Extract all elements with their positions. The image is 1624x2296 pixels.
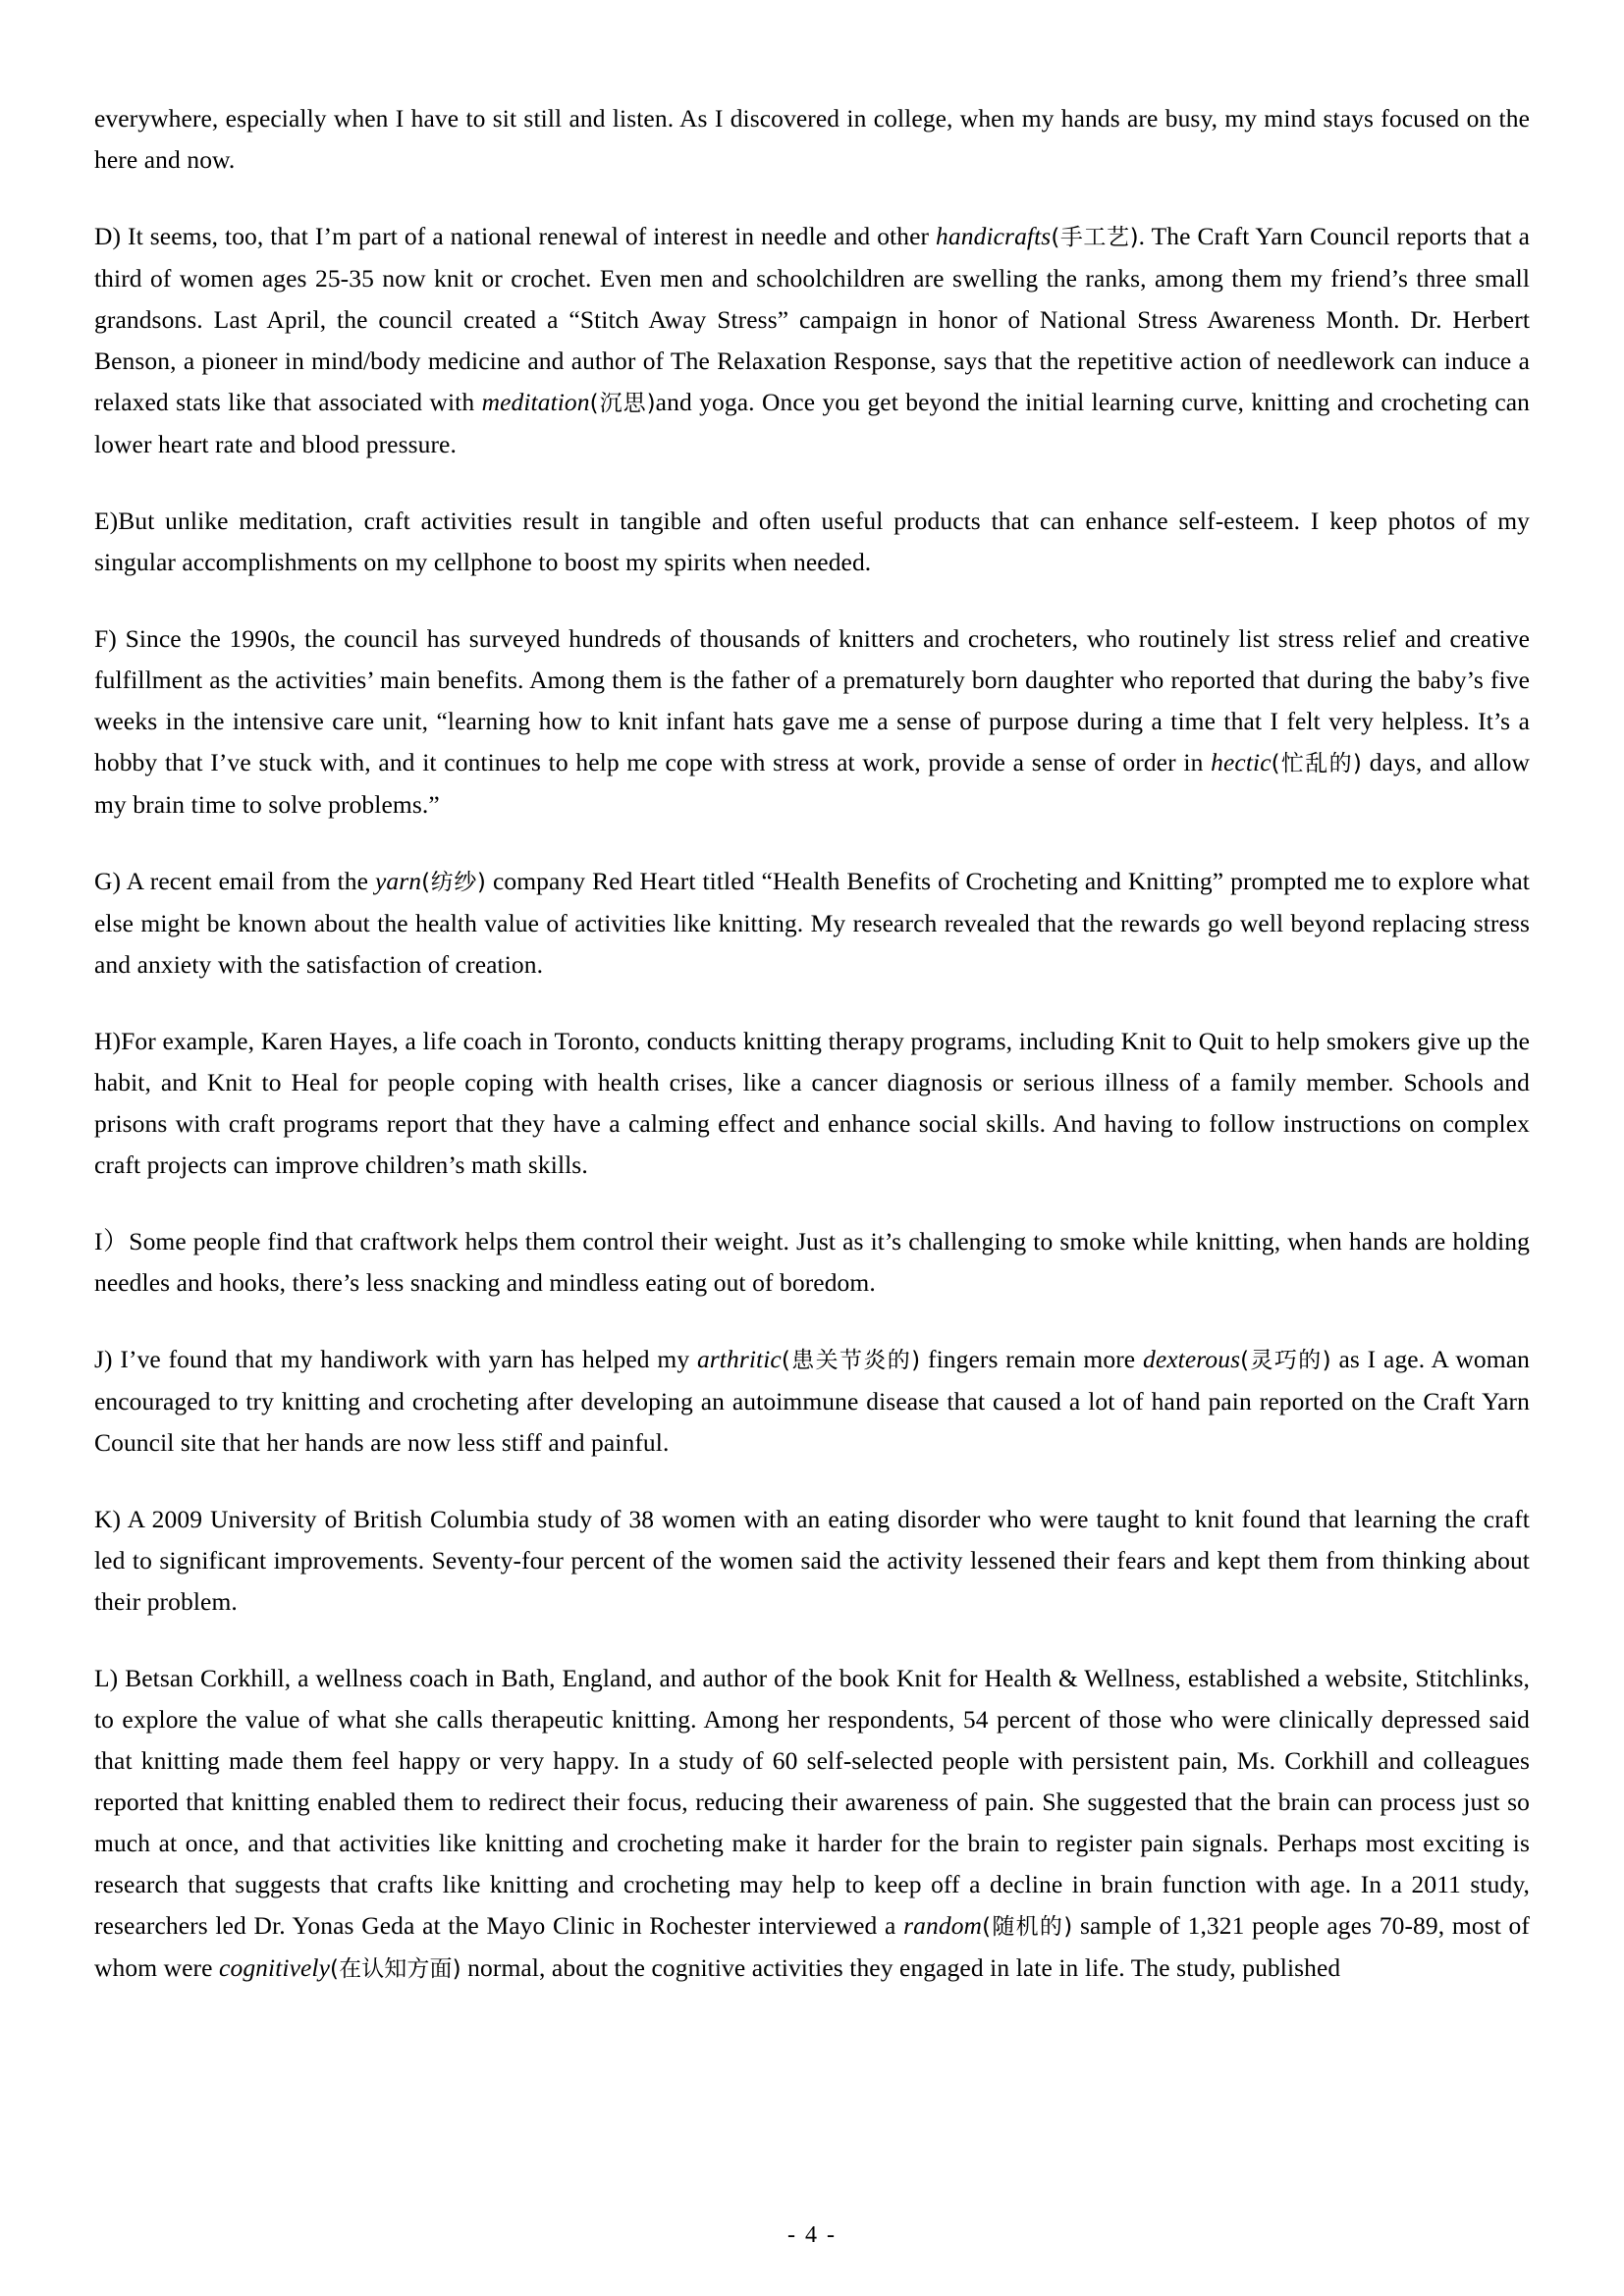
text-run: sample of 1,321 people ages 70-89, most of whom were [94, 1911, 1530, 1982]
text-run: G) A recent email from the [94, 867, 376, 895]
italic-term: dexterous [1143, 1345, 1241, 1373]
text-run: I）Some people find that craftwork helps them control their weight. Just as it’s challenging to smoke while knitting, when hands are holding needles and hooks, there’s less snacking and mindless eating out of boredom. [94, 1227, 1530, 1297]
page-number: - 4 - [787, 2222, 837, 2248]
text-run: L) Betsan Corkhill, a wellness coach in Bath, England, and author of the book Knit for Health & Wellness, established a website, Stitchlinks, to explore the value of what she calls therapeutic knitting. Among her respondents, 54 percent of those who were clinically depressed said that knitting made them feel happy or very happy. In a study of 60 self-selected people with persistent pain, Ms. Corkhill and colleagues reported that knitting enabled them to redirect their focus, reducing their awareness of pain. She suggested that the brain can process just so much at once, and that activities like knitting and crocheting make it harder for the brain to register pain signals. Perhaps most exciting is research that suggests that crafts like knitting and crocheting may help to keep off a decline in brain function with age. In a 2011 study, researchers led Dr. Yonas Geda at the Mayo Clinic in Rochester interviewed a [94, 1664, 1530, 1940]
text-run: fingers remain more [920, 1345, 1143, 1373]
text-run: normal, about the cognitive activities they engaged in late in life. The study, published [460, 1953, 1341, 1982]
text-run: . The Craft Yarn Council reports that a third of women ages 25-35 now knit or crochet. Even men and schoolchildren are swelling the ranks, among them my friend’s three small grandsons. Last April, the council created a “Stitch Away Stress” campaign in honor of National Stress Awareness Month. Dr. Herbert Benson, a pioneer in mind/body medicine and author of The Relaxation Response, says that the repetitive action of needlework can induce a relaxed stats like that associated with [94, 222, 1530, 416]
para-i [94, 1221, 1530, 1304]
text-run: everywhere, especially when I have to sit still and listen. As I discovered in college, when my hands are busy, my mind stays focused on the here and now. [94, 104, 1530, 174]
para-continued [94, 98, 1530, 181]
document-body [94, 98, 1530, 1990]
text-run: D) It seems, too, that I’m part of a national renewal of interest in needle and other [94, 222, 937, 250]
text-run: as I age. A woman encouraged to try knitting and crocheting after developing an autoimmune disease that caused a lot of hand pain reported on the Craft Yarn Council site that her hands are now less stiff and painful. [94, 1345, 1530, 1457]
para-d [94, 216, 1530, 465]
text-run: days, and allow my brain time to solve problems.” [94, 748, 1531, 819]
chinese-gloss: (随机的) [982, 1914, 1073, 1940]
text-run: E)But unlike meditation, craft activities result in tangible and often useful products that can enhance self-esteem. I keep photos of my singular accomplishments on my cellphone to boost my spirits when needed. [94, 507, 1530, 576]
italic-term: handicrafts [936, 222, 1052, 250]
chinese-gloss: (灵巧的) [1240, 1348, 1331, 1373]
italic-term: meditation [481, 388, 590, 416]
para-l [94, 1658, 1530, 1990]
chinese-gloss: (在认知方面) [330, 1956, 461, 1982]
chinese-gloss: (忙乱的) [1271, 751, 1362, 776]
para-j [94, 1339, 1530, 1464]
chinese-gloss: (患关节炎的) [781, 1348, 921, 1373]
chinese-gloss: (沉思) [589, 391, 656, 416]
italic-term: yarn [375, 867, 422, 895]
text-run: J) I’ve found that my handiwork with yarn has helped my [94, 1345, 697, 1373]
text-run: and yoga. Once you get beyond the initial learning curve, knitting and crocheting can lower heart rate and blood pressure. [94, 388, 1531, 458]
text-run: K) A 2009 University of British Columbia study of 38 women with an eating disorder who were taught to knit found that learning the craft led to significant improvements. Seventy-four percent of the women said the activity lessened their fears and kept them from thinking about their problem. [94, 1505, 1530, 1616]
italic-term: random [903, 1911, 983, 1940]
italic-term: arthritic [696, 1345, 782, 1373]
para-f [94, 618, 1530, 826]
text-run: H)For example, Karen Hayes, a life coach in Toronto, conducts knitting therapy programs, including Knit to Quit to help smokers give up the habit, and Knit to Heal for people coping with health crises, like a cancer diagnosis or serious illness of a family member. Schools and prisons with craft programs report that they have a calming effect and enhance social skills. And having to follow instructions on complex craft projects can improve children’s math skills. [94, 1027, 1530, 1179]
text-run: F) Since the 1990s, the council has surveyed hundreds of thousands of knitters and crocheters, who routinely list stress relief and creative fulfillment as the activities’ main benefits. Among them is the father of a prematurely born daughter who reported that during the baby’s five weeks in the intensive care unit, “learning how to knit infant hats gave me a sense of purpose during a time that I felt very helpless. It’s a hobby that I’ve stuck with, and it continues to help me cope with stress at work, provide a sense of order in [94, 624, 1530, 776]
chinese-gloss: (纺纱) [421, 870, 486, 895]
para-g [94, 861, 1530, 986]
chinese-gloss: (手工艺) [1051, 225, 1139, 250]
text-run: company Red Heart titled “Health Benefits of Crocheting and Knitting” prompted me to explore what else might be known about the health value of activities like knitting. My research revealed that the rewards go well beyond replacing stress and anxiety with the satisfaction of creation. [94, 867, 1530, 979]
italic-term: hectic [1211, 748, 1272, 776]
para-e [94, 501, 1530, 583]
para-k [94, 1499, 1530, 1623]
italic-term: cognitively [219, 1953, 331, 1982]
para-h [94, 1021, 1530, 1186]
